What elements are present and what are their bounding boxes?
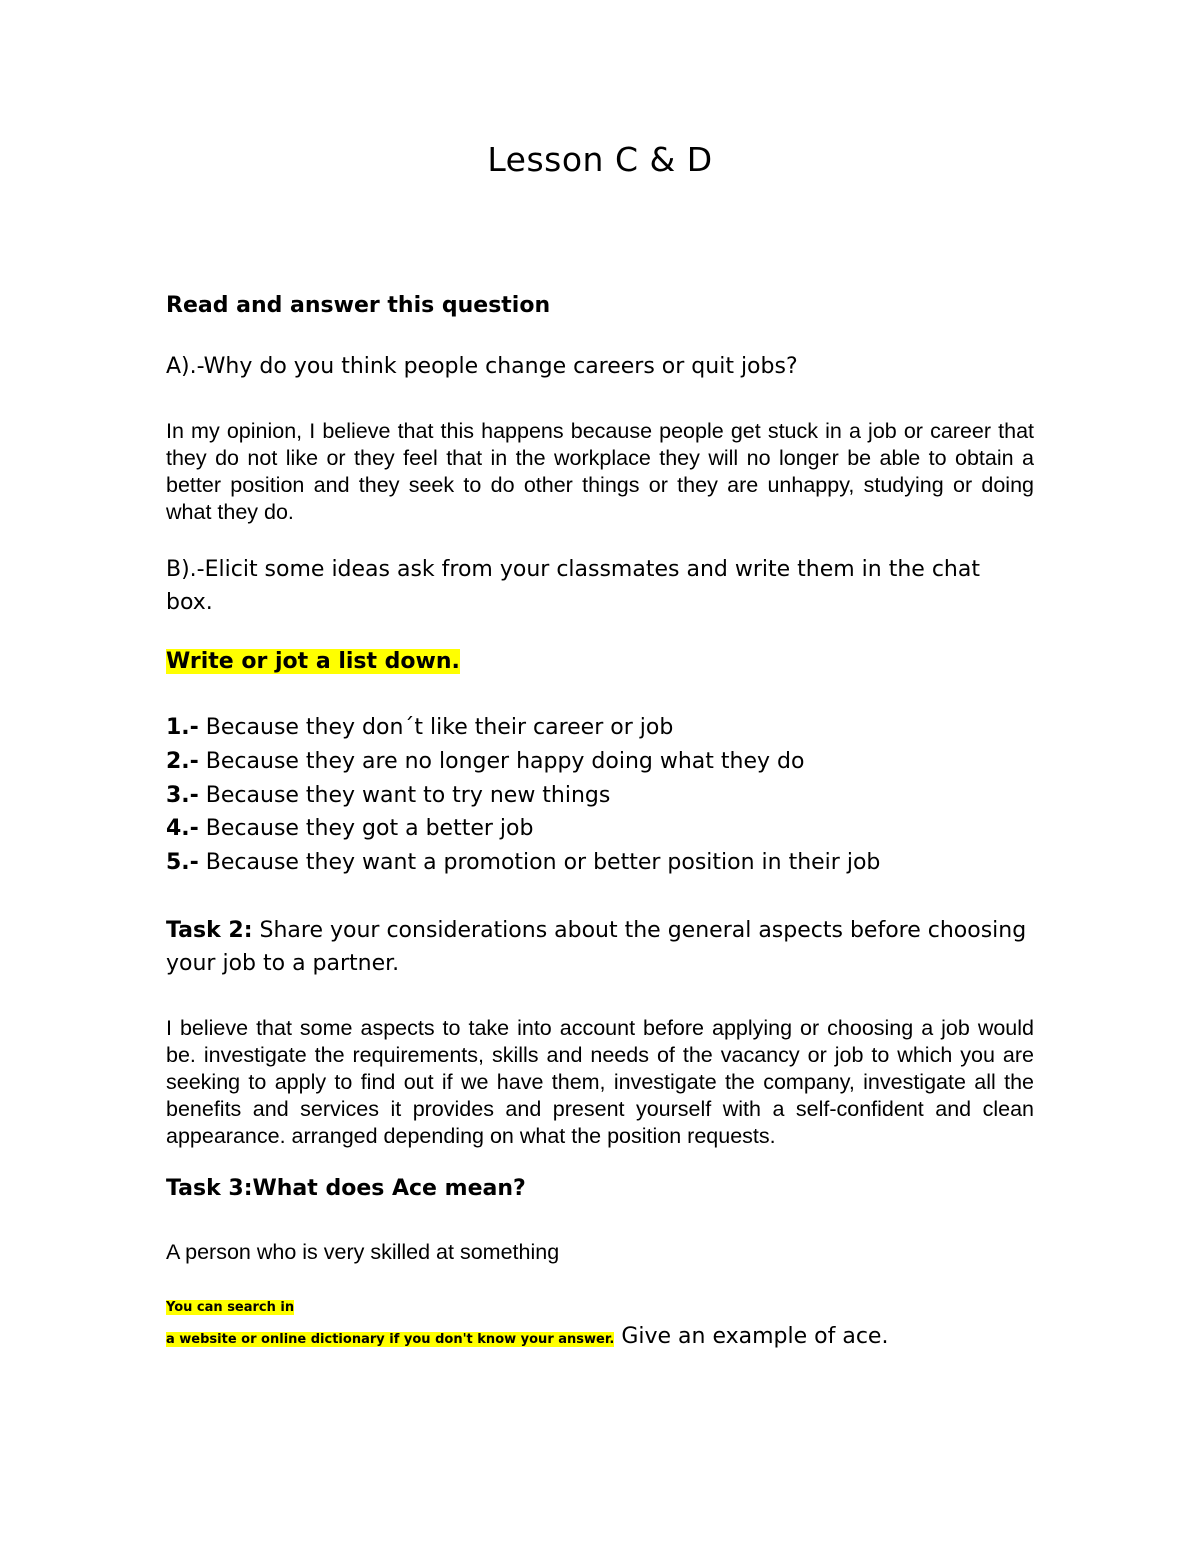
- hint-line1: [166, 1300, 294, 1315]
- page-title: Lesson C & D: [487, 140, 713, 179]
- hint-text-2: a website or online dictionary if you don't know your answer.: [166, 1332, 615, 1347]
- list-item: [166, 715, 673, 740]
- list-item-text: Because they got a better job: [198, 816, 534, 841]
- question-b-line2: box.: [166, 590, 213, 615]
- list-item-text: Because they are no longer happy doing what they do: [198, 749, 805, 774]
- list-item-number: 3.-: [166, 783, 199, 808]
- answer-a: In my opinion, I believe that this happens because people get stuck in a job or career that they do not like or they feel that in the workplace they will no longer be able to obtain a better position and they seek to do other things or they are unhappy, studying or doing what they do.: [166, 419, 1034, 524]
- list-item-number: 1.-: [166, 715, 199, 740]
- task3-heading: Task 3:What does Ace mean?: [166, 1176, 526, 1201]
- example-prompt: Give an example of ace.: [614, 1324, 889, 1349]
- hint-text-1: You can search in: [166, 1300, 295, 1315]
- hint-line2: [166, 1324, 888, 1349]
- read-heading: Read and answer this question: [166, 293, 551, 318]
- answer-task2: I believe that some aspects to take into account before applying or choosing a job would be. investigate the requirements, skills and needs of the vacancy or job to which you are seeking to apply to find out if we have them, investigate the company, investigate all the benefits and services it provides and present yourself with a self-confident and clean appearance. arranged depending on what the position requests.: [166, 1016, 1034, 1148]
- list-item: [166, 749, 804, 774]
- task2-line2: your job to a partner.: [166, 951, 400, 976]
- list-item-number: 5.-: [166, 850, 199, 875]
- list-item: [166, 816, 533, 841]
- list-heading: [166, 649, 460, 674]
- task2-line1: [166, 918, 1026, 943]
- list-item-number: 2.-: [166, 749, 199, 774]
- task2-label: Task 2:: [166, 918, 253, 943]
- list-heading-text: Write or jot a list down.: [166, 649, 460, 674]
- list-item-text: Because they don´t like their career or job: [198, 715, 674, 740]
- list-item: [166, 783, 610, 808]
- answer-task3: A person who is very skilled at something: [166, 1240, 560, 1264]
- question-a: A).-Why do you think people change careers or quit jobs?: [166, 354, 798, 379]
- list-item-number: 4.-: [166, 816, 199, 841]
- list-item: [166, 850, 880, 875]
- list-item-text: Because they want to try new things: [198, 783, 611, 808]
- question-b-line1: B).-Elicit some ideas ask from your classmates and write them in the chat: [166, 557, 980, 582]
- task2-text: Share your considerations about the general aspects before choosing: [252, 918, 1027, 943]
- list-item-text: Because they want a promotion or better position in their job: [198, 850, 881, 875]
